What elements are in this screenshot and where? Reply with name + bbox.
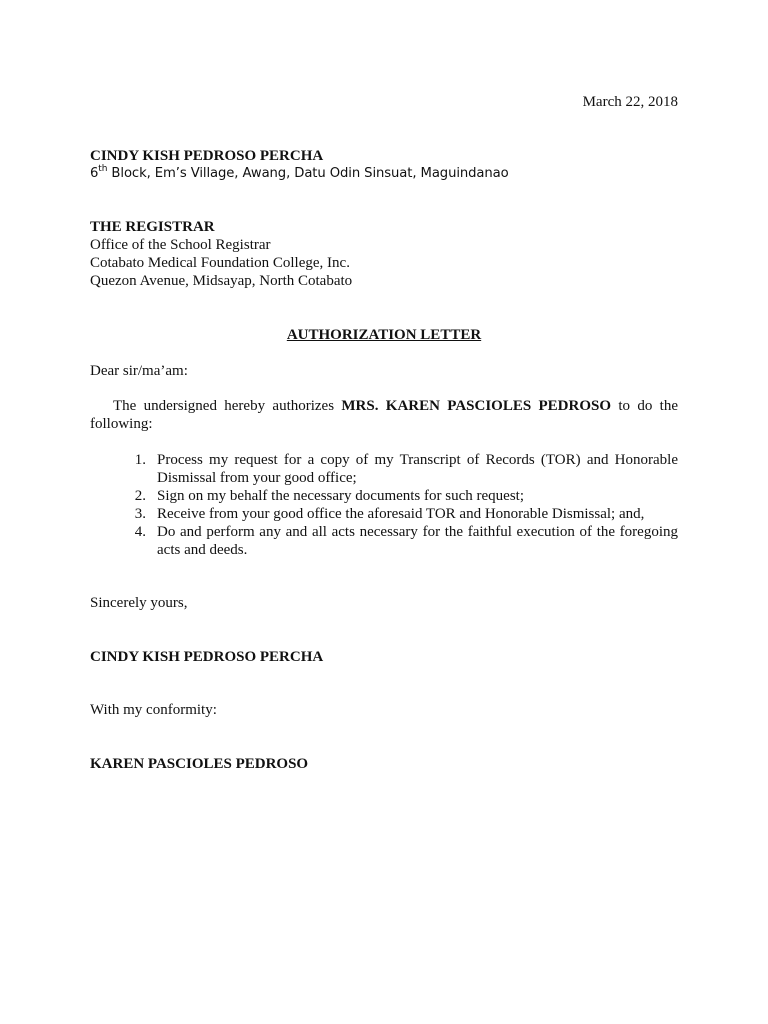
authorized-person: MRS. KAREN PASCIOLES PEDROSO xyxy=(341,398,612,414)
list-item-text: Sign on my behalf the necessary documents for such request; xyxy=(157,488,524,504)
list-item-number: 3. xyxy=(134,506,146,522)
list-item xyxy=(90,505,678,523)
closing: Sincerely yours, xyxy=(90,595,188,611)
recipient-line-3: Quezon Avenue, Midsayap, North Cotabato xyxy=(90,273,353,289)
recipient-title: THE REGISTRAR xyxy=(90,219,215,235)
body-paragraph xyxy=(90,397,678,433)
authorization-list xyxy=(90,451,678,559)
list-item-text: Process my request for a copy of my Transcript of Records (TOR) and Honorable Dismissal from your good office; xyxy=(157,452,678,486)
letter-date: March 22, 2018 xyxy=(582,94,678,110)
list-item xyxy=(90,523,678,559)
list-item xyxy=(90,487,678,505)
salutation: Dear sir/ma’am: xyxy=(90,363,188,379)
list-item-number: 4. xyxy=(134,524,146,540)
list-item xyxy=(90,451,678,487)
recipient-line-1: Office of the School Registrar xyxy=(90,237,271,253)
sender-address-number: 6 xyxy=(90,166,99,181)
sender-address-suffix: th xyxy=(98,163,108,174)
conforming-party-name: KAREN PASCIOLES PEDROSO xyxy=(90,756,309,772)
letter-title: AUTHORIZATION LETTER xyxy=(286,327,482,343)
body-intro: The undersigned hereby authorizes xyxy=(113,398,342,414)
conformity-label: With my conformity: xyxy=(90,702,217,718)
recipient-block xyxy=(90,218,352,290)
list-item-number: 1. xyxy=(134,452,146,468)
sender-block xyxy=(90,147,509,183)
list-item-text: Receive from your good office the aforesaid TOR and Honorable Dismissal; and, xyxy=(157,506,645,522)
recipient-line-2: Cotabato Medical Foundation College, Inc. xyxy=(90,255,350,271)
sender-address-text: Block, Em’s Village, Awang, Datu Odin Sinsuat, Maguindanao xyxy=(107,166,509,181)
list-item-number: 2. xyxy=(134,488,146,504)
sender-name: CINDY KISH PEDROSO PERCHA xyxy=(90,148,324,164)
signatory-name: CINDY KISH PEDROSO PERCHA xyxy=(90,649,324,665)
list-item-text: Do and perform any and all acts necessary for the faithful execution of the foregoing acts and deeds. xyxy=(157,524,678,558)
sender-address xyxy=(90,165,509,183)
body-outro: to do the following: xyxy=(90,398,678,432)
